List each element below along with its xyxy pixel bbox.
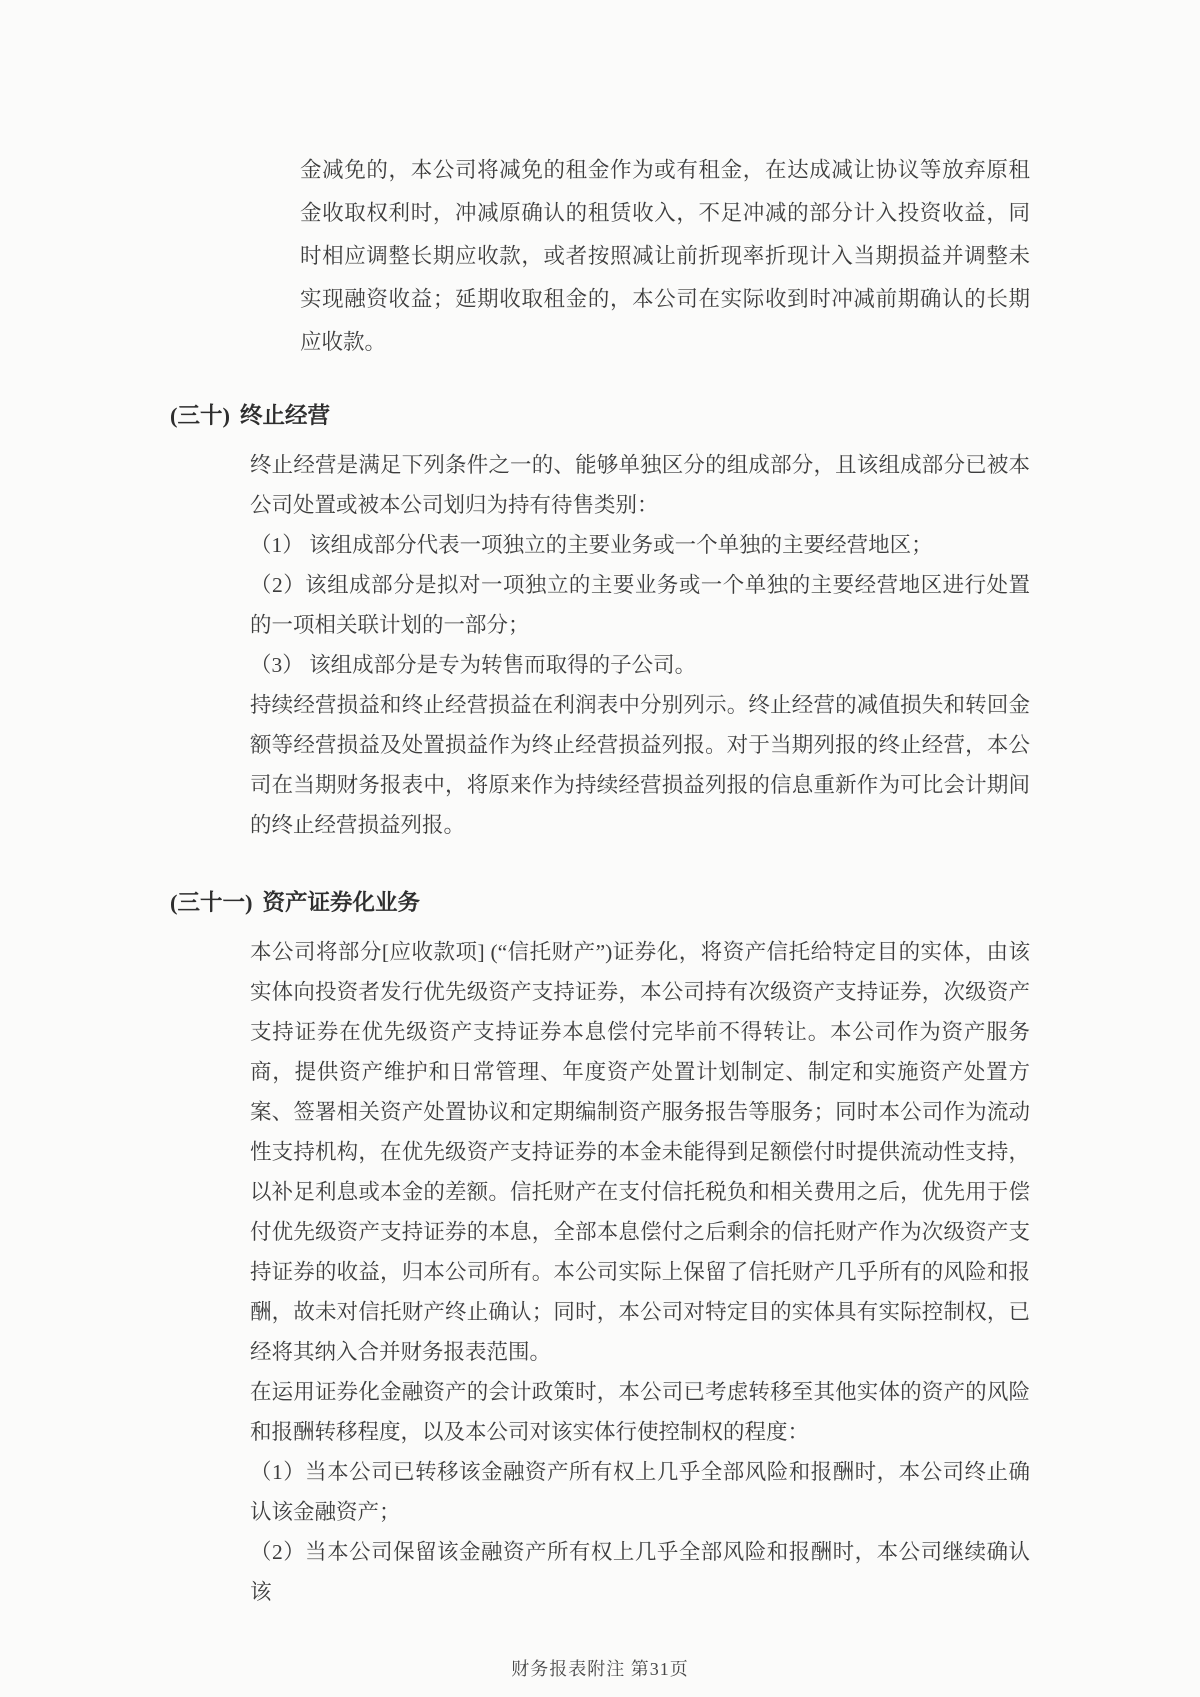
- section-number: (三十一): [170, 890, 253, 915]
- list-item: （1） 该组成部分代表一项独立的主要业务或一个单独的主要经营地区；: [250, 533, 933, 557]
- page-footer: 财务报表附注 第31页: [511, 1659, 689, 1679]
- list-item: （1）当本公司已转移该金融资产所有权上几乎全部风险和报酬时，本公司终止确认该金融资产；: [250, 1460, 1030, 1524]
- paragraph: 在运用证券化金融资产的会计政策时，本公司已考虑转移至其他实体的资产的风险和报酬转移程度，以及本公司对该实体行使控制权的程度：: [250, 1380, 1030, 1444]
- section-number: (三十): [170, 403, 230, 428]
- section-asset-securitization: [0, 888, 1200, 1612]
- section-heading: [170, 888, 1200, 918]
- carryover-paragraph: 金减免的，本公司将减免的租金作为或有租金，在达成减让协议等放弃原租金收取权利时，冲减原确认的租赁收入，不足冲减的部分计入投资收益，同时相应调整长期应收款，或者按照减让前折现率折现计入当期损益并调整未实现融资收益；延期收取租金的，本公司在实际收到时冲减前期确认的长期应收款。: [300, 158, 1030, 354]
- list-item: （3） 该组成部分是专为转售而取得的子公司。: [250, 653, 697, 677]
- section-title: 资产证券化业务: [262, 890, 421, 915]
- section-body: [250, 445, 1030, 845]
- list-item: （2）当本公司保留该金融资产所有权上几乎全部风险和报酬时，本公司继续确认该: [250, 1540, 1030, 1604]
- section-title: 终止经营: [240, 403, 331, 428]
- paragraph: 本公司将部分[应收款项] (“信托财产”)证券化，将资产信托给特定目的实体，由该实体向投资者发行优先级资产支持证券，本公司持有次级资产支持证券，次级资产支持证券在优先级资产支持证券本息偿付完毕前不得转让。本公司作为资产服务商，提供资产维护和日常管理、年度资产处置计划制定、制定和实施资产处置方案、签署相关资产处置协议和定期编制资产服务报告等服务；同时本公司作为流动性支持机构，在优先级资产支持证券的本金未能得到足额偿付时提供流动性支持，以补足利息或本金的差额。信托财产在支付信托税负和相关费用之后，优先用于偿付优先级资产支持证券的本息，全部本息偿付之后剩余的信托财产作为次级资产支持证券的收益，归本公司所有。本公司实际上保留了信托财产几乎所有的风险和报酬，故未对信托财产终止确认；同时，本公司对特定目的实体具有实际控制权，已经将其纳入合并财务报表范围。: [250, 940, 1030, 1364]
- section-discontinued-operations: [0, 401, 1200, 845]
- paragraph: 持续经营损益和终止经营损益在利润表中分别列示。终止经营的减值损失和转回金额等经营损益及处置损益作为终止经营损益列报。对于当期列报的终止经营，本公司在当期财务报表中，将原来作为持续经营损益列报的信息重新作为可比会计期间的终止经营损益列报。: [250, 693, 1030, 837]
- section-body: [250, 932, 1030, 1612]
- list-item: （2）该组成部分是拟对一项独立的主要业务或一个单独的主要经营地区进行处置的一项相关联计划的一部分；: [250, 573, 1030, 637]
- paragraph: 终止经营是满足下列条件之一的、能够单独区分的组成部分，且该组成部分已被本公司处置或被本公司划归为持有待售类别：: [250, 453, 1030, 517]
- section-heading: [170, 401, 1200, 431]
